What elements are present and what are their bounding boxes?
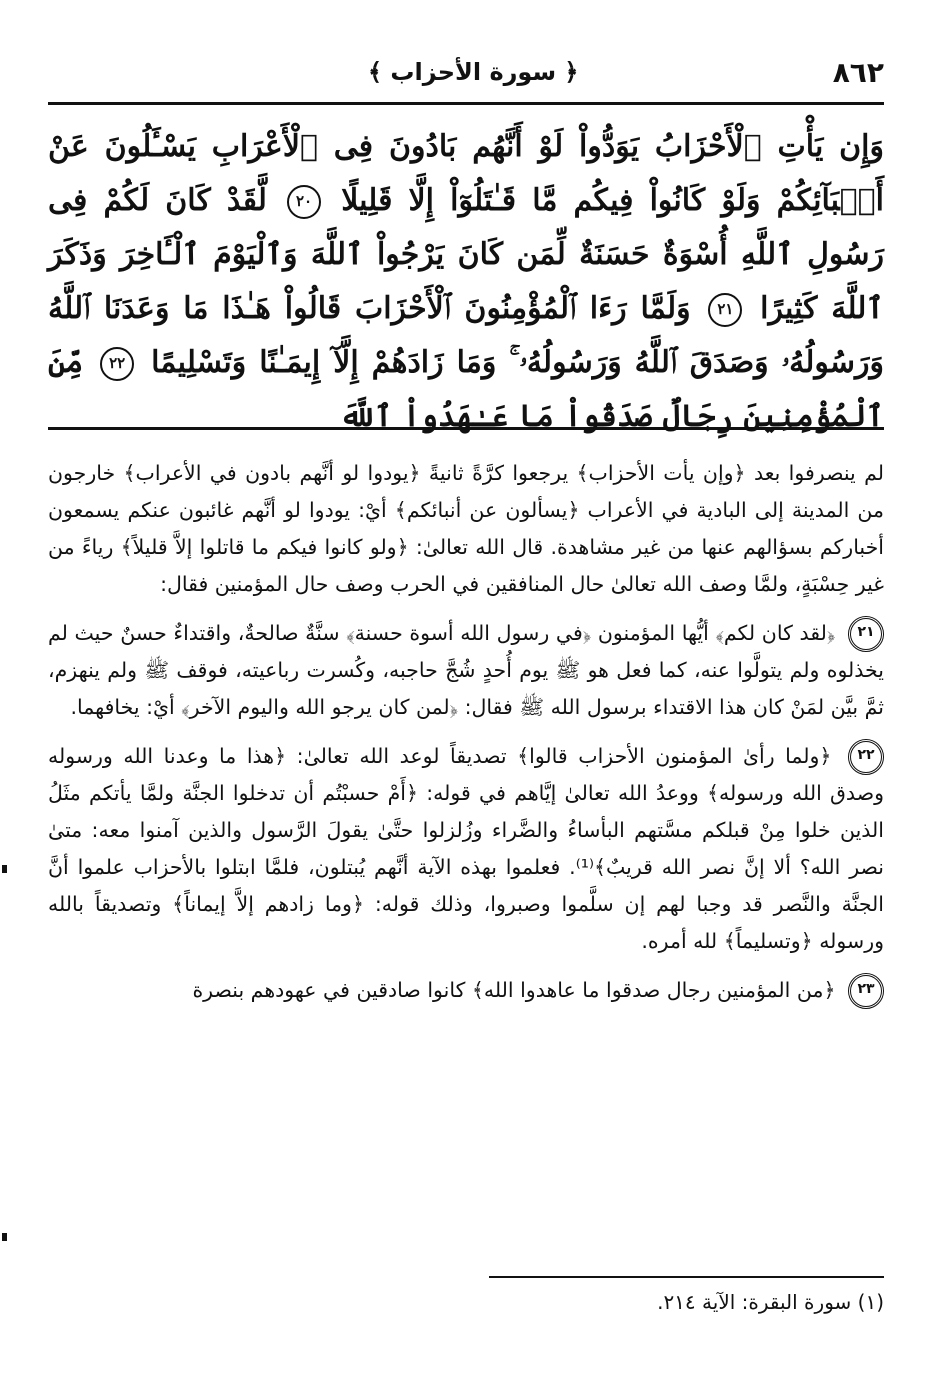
page-header — [48, 52, 884, 92]
verse-text: وَإِن يَأْتِ ٱلْأَحْزَابُ يَوَدُّواْ لَوْ أَنَّهُم بَادُونَ فِى ٱلْأَعْرَابِ يَسْـَٔلُونَ عَنْ أَنۢبَآئِكُمْ وَلَوْ كَانُواْ فِيكُم مَّا قَـٰتَلُوٓاْ إِلَّا قَلِيلًا — [48, 129, 885, 218]
commentary-paragraph — [48, 615, 884, 726]
commentary-text: ﴿لقد كان لكم﴾ أيُّها المؤمنون ﴿في رسول الله أسوة حسنة﴾ سنَّةٌ صالحةٌ، واقتداءٌ حسنٌ حيث لم يخذلوه ولم يتولَّوا عنه، كما فعل هو ﷺ يوم أُحدٍ شُجَّ حاجبه، وكُسرت رباعيته، فوقف ﷺ ولم ينهزم، ثمَّ بيَّن لمَنْ كان هذا الاقتداء برسول الله ﷺ فقال: ﴿لمن كان يرجو الله واليوم الآخر﴾ أيْ: يخافهما. — [48, 621, 884, 719]
verse-number-badge: ٢١ — [848, 616, 884, 652]
commentary-paragraph — [48, 972, 884, 1009]
quran-verses — [48, 120, 884, 444]
header-divider — [48, 102, 884, 105]
ayah-number-marker: ٢٠ — [287, 185, 321, 219]
ayah-number-marker: ٢٢ — [100, 347, 134, 381]
commentary-text: ﴿من المؤمنين رجال صدقوا ما عاهدوا الله﴾ كانوا صادقين في عهودهم بنصرة — [192, 978, 836, 1002]
surah-title: ﴿ سورة الأحزاب ﴾ — [368, 58, 579, 86]
verse-text: وَلَمَّا رَءَا ٱلْمُؤْمِنُونَ ٱلْأَحْزَابَ قَالُواْ هَـٰذَا مَا وَعَدَنَا ٱللَّهُ وَرَسُولُهُۥ وَصَدَقَ ٱللَّهُ وَرَسُولُهُۥ ۚ وَمَا زَادَهُمْ إِلَّآ إِيمَـٰنًا وَتَسْلِيمًا — [48, 291, 884, 380]
commentary-paragraph — [48, 738, 884, 960]
commentary-paragraph — [48, 455, 884, 603]
commentary-text: ﴿ولما رأىٰ المؤمنون الأحزاب قالوا﴾ تصديقاً لوعد الله تعالىٰ: ﴿هذا ما وعدنا الله ورسوله وصدق الله ورسوله﴾ ووعدُ الله تعالىٰ إيَّاهم في قوله: ﴿أَمْ حسبْتُم أن تدخلوا الجنَّة ولمَّا يأتكم مثَلُ الذين خلوا مِنْ قبلكم مسَّتهم البأساءُ والضَّراء وزُلزلوا حتَّىٰ يقولَ الرَّسول والذين آمنوا معه: متىٰ نصر الله؟ ألا إنَّ نصر الله قريبٌ﴾⁽¹⁾. فعلموا بهذه الآية أنَّهم يُبتلون، فلمَّا ابتلوا بالأحزاب علموا أنَّ الجنَّة والنَّصر قد وجبا لهم إن سلَّموا وصبروا، وذلك قوله: ﴿وما زادهم إلاَّ إيماناً﴾ وتصديقاً بالله ورسوله ﴿وتسليماً﴾ لله أمره. — [48, 744, 884, 953]
ayah-number-marker: ٢١ — [708, 293, 742, 327]
verse-number-badge: ٢٢ — [848, 739, 884, 775]
verse-number-badge: ٢٣ — [848, 973, 884, 1009]
verse-text: مِّنَ ٱلْمُؤْمِنِينَ رِجَالٌ صَدَقُواْ مَا عَـٰهَدُواْ ٱللَّهَ — [48, 345, 884, 434]
commentary-text: لم ينصرفوا بعد ﴿وإن يأت الأحزاب﴾ يرجعوا كرَّةً ثانيةً ﴿يودوا لو أنَّهم بادون في الأعراب﴾ خارجون من المدينة إلى البادية في الأعراب ﴿يسألون عن أنبائكم﴾ أيْ: يودوا لو أنَّهم غائبون عنكم يسمعون أخباركم بسؤالهم عنها من غير مشاهدة. قال الله تعالىٰ: ﴿ولو كانوا فيكم ما قاتلوا إلاَّ قليلاً﴾ رياءً من غير حِسْبَةٍ، ولمَّا وصف الله تعالىٰ حال المنافقين في الحرب وصف حال المؤمنين فقال: — [48, 461, 884, 596]
verses-divider — [48, 427, 884, 430]
verse-text: لَّقَدْ كَانَ لَكُمْ فِى رَسُولِ ٱللَّهِ أُسْوَةٌ حَسَنَةٌ لِّمَن كَانَ يَرْجُواْ ٱللَّهَ وَٱلْيَوْمَ ٱلْـَٔاخِرَ وَذَكَرَ ٱللَّهَ كَثِيرًا — [48, 183, 884, 326]
scan-edge-mark — [2, 1233, 7, 1241]
tafsir-commentary — [48, 455, 884, 1021]
page-number: ٨٦٢ — [832, 55, 884, 89]
scan-edge-mark — [2, 865, 7, 873]
footnote-divider — [489, 1276, 884, 1278]
footnote: (١) سورة البقرة: الآية ٢١٤. — [657, 1290, 884, 1314]
